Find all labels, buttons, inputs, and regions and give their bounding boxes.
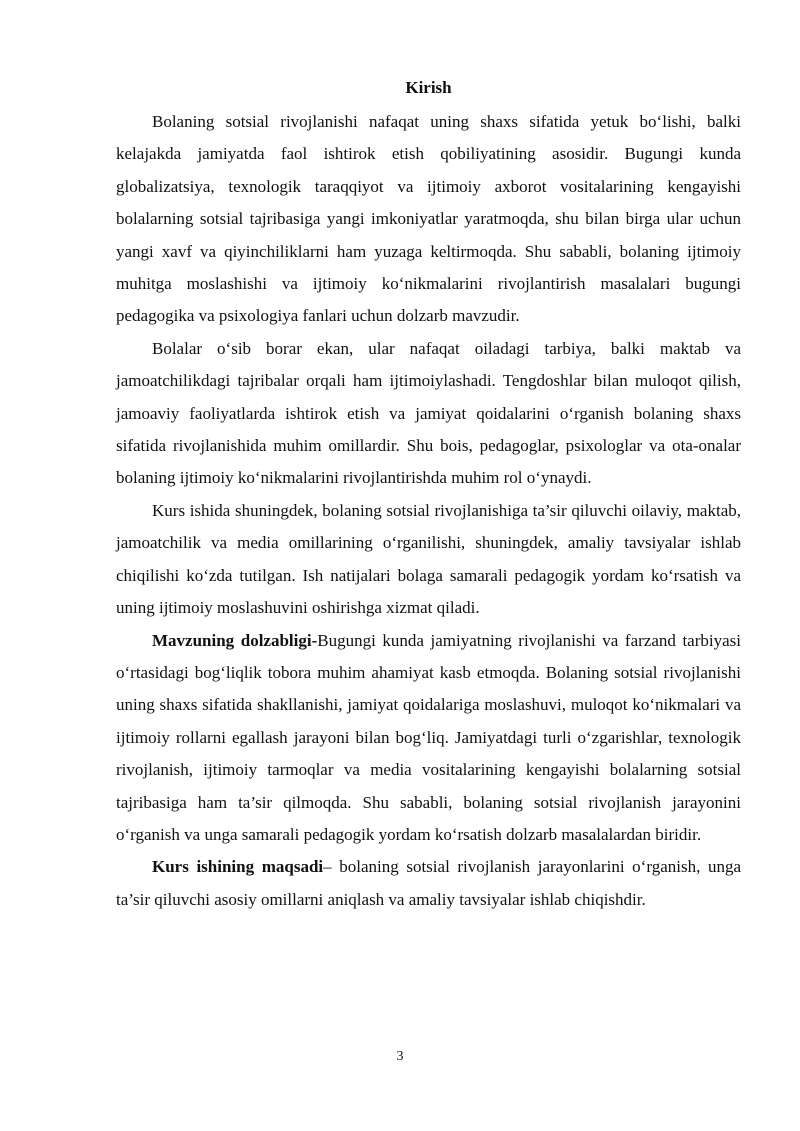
paragraph <box>116 851 741 916</box>
paragraph-text: Bolalar o‘sib borar ekan, ular nafaqat oiladagi tarbiya, balki maktab va jamoatchilikdagi tajribalar orqali ham ijtimoiylashadi. Tengdoshlar bilan muloqot qilish, jamoaviy faoliyatlarda ishtirok etish va jamiyat qoidalarini o‘rganish bolaning shaxs sifatida rivojlanishida muhim omillardir. Shu bois, pedagoglar, psixologlar va ota-onalar bolaning ijtimoiy ko‘nikmalarini rivojlantirishda muhim rol o‘ynaydi. <box>116 338 741 488</box>
paragraph-lead: Mavzuning dolzabligi- <box>152 630 318 650</box>
paragraph <box>116 625 741 852</box>
paragraph-text: Kurs ishida shuningdek, bolaning sotsial rivojlanishiga ta’sir qiluvchi oilaviy, maktab, jamoatchilik va media omillarining o‘rganilishi, shuningdek, amaliy tavsiyalar ishlab chiqilishi ko‘zda tutilgan. Ish natijalari bolaga samarali pedagogik yordam ko‘rsatish va uning ijtimoiy moslashuvini oshirishga xizmat qiladi. <box>116 500 741 618</box>
section-title: Kirish <box>405 78 452 97</box>
paragraph <box>116 106 741 333</box>
paragraph-lead: Kurs ishining maqsadi <box>152 857 324 877</box>
paragraph <box>116 495 741 625</box>
paragraph-text: – bolaning sotsial rivojlanish jarayonlarini o‘rganish, unga ta’sir qiluvchi asosiy omillarni aniqlash va amaliy tavsiyalar ishlab chiqishdir. <box>116 857 741 909</box>
paragraph-text: Bugungi kunda jamiyatning rivojlanishi va farzand tarbiyasi o‘rtasidagi bog‘liqlik tobora muhim ahamiyat kasb etmoqda. Bolaning sotsial rivojlanishi uning shaxs sifatida shakllanishi, jamiyat qoidalariga moslashuvi, muloqot ko‘nikmalari va ijtimoiy rollarni egallash jarayoni bilan bog‘liq. Jamiyatdagi turli o‘zgarishlar, texnologik rivojlanish, ijtimoiy tarmoqlar va media vositalarining kengayishi bolalarning sotsial tajribasiga ham ta’sir qilmoqda. Shu sababli, bolaning sotsial rivojlanish jarayonini o‘rganish va unga samarali pedagogik yordam ko‘rsatish dolzarb masalalardan biridir. <box>116 630 742 844</box>
paragraph-text: Bolaning sotsial rivojlanishi nafaqat uning shaxs sifatida yetuk bo‘lishi, balki kelajakda jamiyatda faol ishtirok etish qobiliyatining asosidir. Bugungi kunda globalizatsiya, texnologik taraqqiyot va ijtimoiy axborot vositalarining kengayishi bolalarning sotsial tajribasiga yangi imkoniyatlar yaratmoqda, shu bilan birga ular uchun yangi xavf va qiyinchiliklarni ham yuzaga keltirmoqda. Shu sababli, bolaning ijtimoiy muhitga moslashishi va ijtimoiy ko‘nikmalarini rivojlantirish masalalari bugungi pedagogika va psixologiya fanlari uchun dolzarb mavzudir. <box>116 112 741 326</box>
page-number: 3 <box>396 1049 404 1064</box>
paragraph <box>116 333 741 495</box>
page-content <box>116 76 741 916</box>
